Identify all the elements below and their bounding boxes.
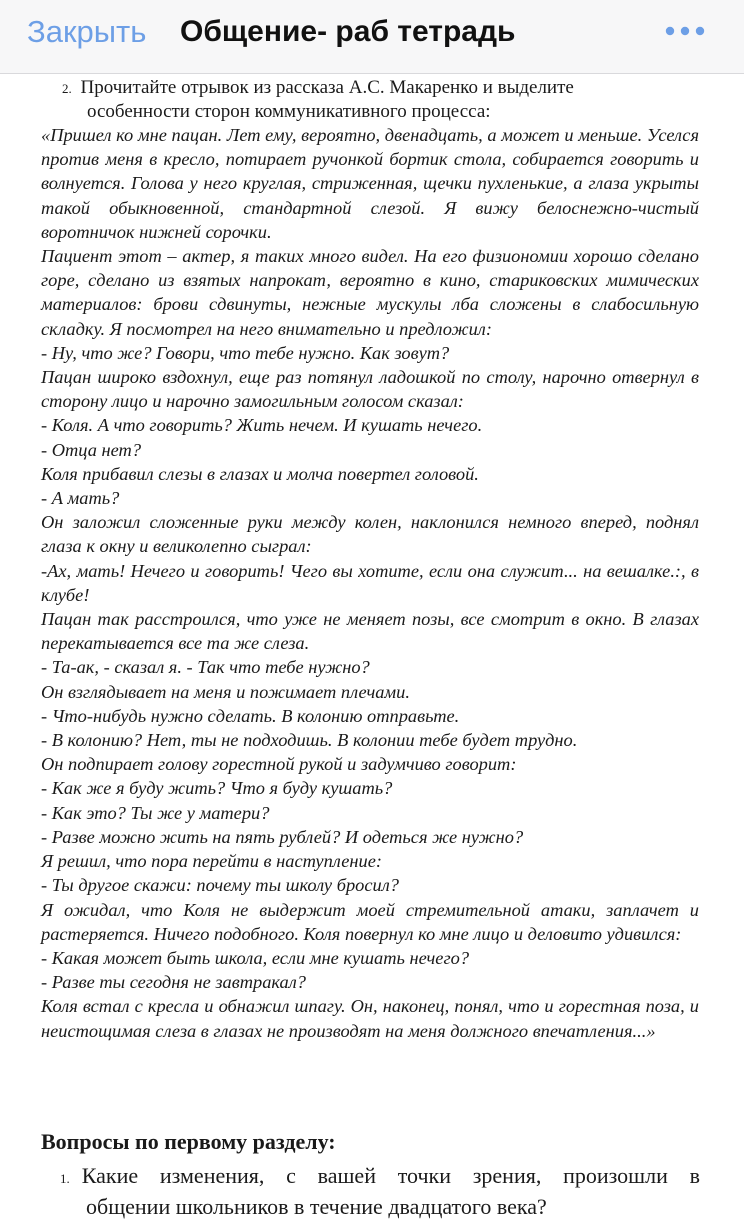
excerpt-paragraph: Я решил, что пора перейти в наступление: xyxy=(41,851,383,872)
excerpt-paragraph: -Ах, мать! Нечего и говорить! Чего вы хотите, если она служит... на вешалке.:, в клубе! xyxy=(41,560,699,605)
question-item xyxy=(60,1162,700,1221)
excerpt-paragraph: Я ожидал, что Коля не выдержит моей стремительной атаки, заплачет и растеряется. Ничего подобного. Коля повернул ко мне лицо и деловито удивился: xyxy=(41,899,699,944)
excerpt-paragraph: Он заложил сложенные руки между колен, наклонился немного вперед, поднял глаза к окну и великолепно сыграл: xyxy=(41,512,699,557)
excerpt-paragraph: Коля прибавил слезы в глазах и молча повертел головой. xyxy=(41,463,479,484)
story-excerpt xyxy=(41,123,699,1043)
ellipsis-icon xyxy=(664,20,706,42)
excerpt-paragraph: - Коля. А что говорить? Жить нечем. И кушать нечего. xyxy=(41,415,483,436)
excerpt-paragraph: Он взглядывает на меня и пожимает плечами. xyxy=(41,681,410,702)
excerpt-paragraph: Пациент этот – актер, я таких много видел. На его физиономии хорошо сделано горе, сделано из взятых напрокат, вероятно в кино, стариковских мимических материалов: брови сдвинуты, нежные мускулы лба сложены в слабосильную складку. Я посмотрел на него внимательно и предложил: xyxy=(41,246,699,339)
excerpt-paragraph: Он подпирает голову горестной рукой и задумчиво говорит: xyxy=(41,754,517,775)
top-navigation-bar xyxy=(0,0,744,74)
excerpt-paragraph: Коля встал с кресла и обнажил шпагу. Он, наконец, понял, что и горестная поза, и неистощимая слеза в глазах не производят на меня должного впечатления...» xyxy=(41,996,699,1041)
task-line-2: особенности сторон коммуникативного процесса: xyxy=(87,101,491,122)
question-line-2: общении школьников в течение двадцатого века? xyxy=(86,1194,547,1219)
excerpt-paragraph: - А мать? xyxy=(41,488,120,509)
excerpt-paragraph: - Как это? Ты же у матери? xyxy=(41,802,270,823)
excerpt-paragraph: - В колонию? Нет, ты не подходишь. В колонии тебе будет трудно. xyxy=(41,730,578,751)
excerpt-paragraph: Пацан так расстроился, что уже не меняет позы, все смотрит в окно. В глазах перекатывается все та же слеза. xyxy=(41,609,699,654)
excerpt-paragraph: - Разве ты сегодня не завтракал? xyxy=(41,972,306,993)
task-number: 2. xyxy=(62,81,72,96)
more-options-button[interactable] xyxy=(664,20,706,42)
excerpt-paragraph: «Пришел ко мне пацан. Лет ему, вероятно, двенадцать, а может и меньше. Уселся против меня в кресло, потирает ручонкой бортик стола, собирается говорить и волнуется. Голова у него круглая, стриженная, щечки пухленькие, а глаза укрыты такой обыкновенной, стандартной слезой. Я вижу белоснежно-чистый воротничок нижней сорочки. xyxy=(41,125,699,242)
document-title: Общение- раб тетрадь xyxy=(180,15,516,48)
close-button[interactable]: Закрыть xyxy=(27,14,147,49)
question-number: 1. xyxy=(60,1171,70,1186)
question-line-1: Какие изменения, с вашей точки зрения, произошли в xyxy=(81,1163,700,1188)
excerpt-paragraph: - Ты другое скажи: почему ты школу бросил? xyxy=(41,875,399,896)
excerpt-paragraph: - Разве можно жить на пять рублей? И одеться же нужно? xyxy=(41,826,524,847)
excerpt-paragraph: - Отца нет? xyxy=(41,439,142,460)
section-heading: Вопросы по первому разделу: xyxy=(41,1129,336,1154)
excerpt-paragraph: - Та-ак, - сказал я. - Так что тебе нужно? xyxy=(41,657,370,678)
task-instruction xyxy=(62,76,712,123)
excerpt-paragraph: - Как же я буду жить? Что я буду кушать? xyxy=(41,778,393,799)
excerpt-paragraph: - Что-нибудь нужно сделать. В колонию отправьте. xyxy=(41,705,460,726)
excerpt-paragraph: Пацан широко вздохнул, еще раз потянул ладошкой по столу, нарочно отвернул в сторону лицо и нарочно замогильным голосом сказал: xyxy=(41,367,699,412)
excerpt-paragraph: - Ну, что же? Говори, что тебе нужно. Как зовут? xyxy=(41,342,450,363)
task-line-1: Прочитайте отрывок из рассказа А.С. Макаренко и выделите xyxy=(80,77,574,98)
excerpt-paragraph: - Какая может быть школа, если мне кушать нечего? xyxy=(41,947,470,968)
